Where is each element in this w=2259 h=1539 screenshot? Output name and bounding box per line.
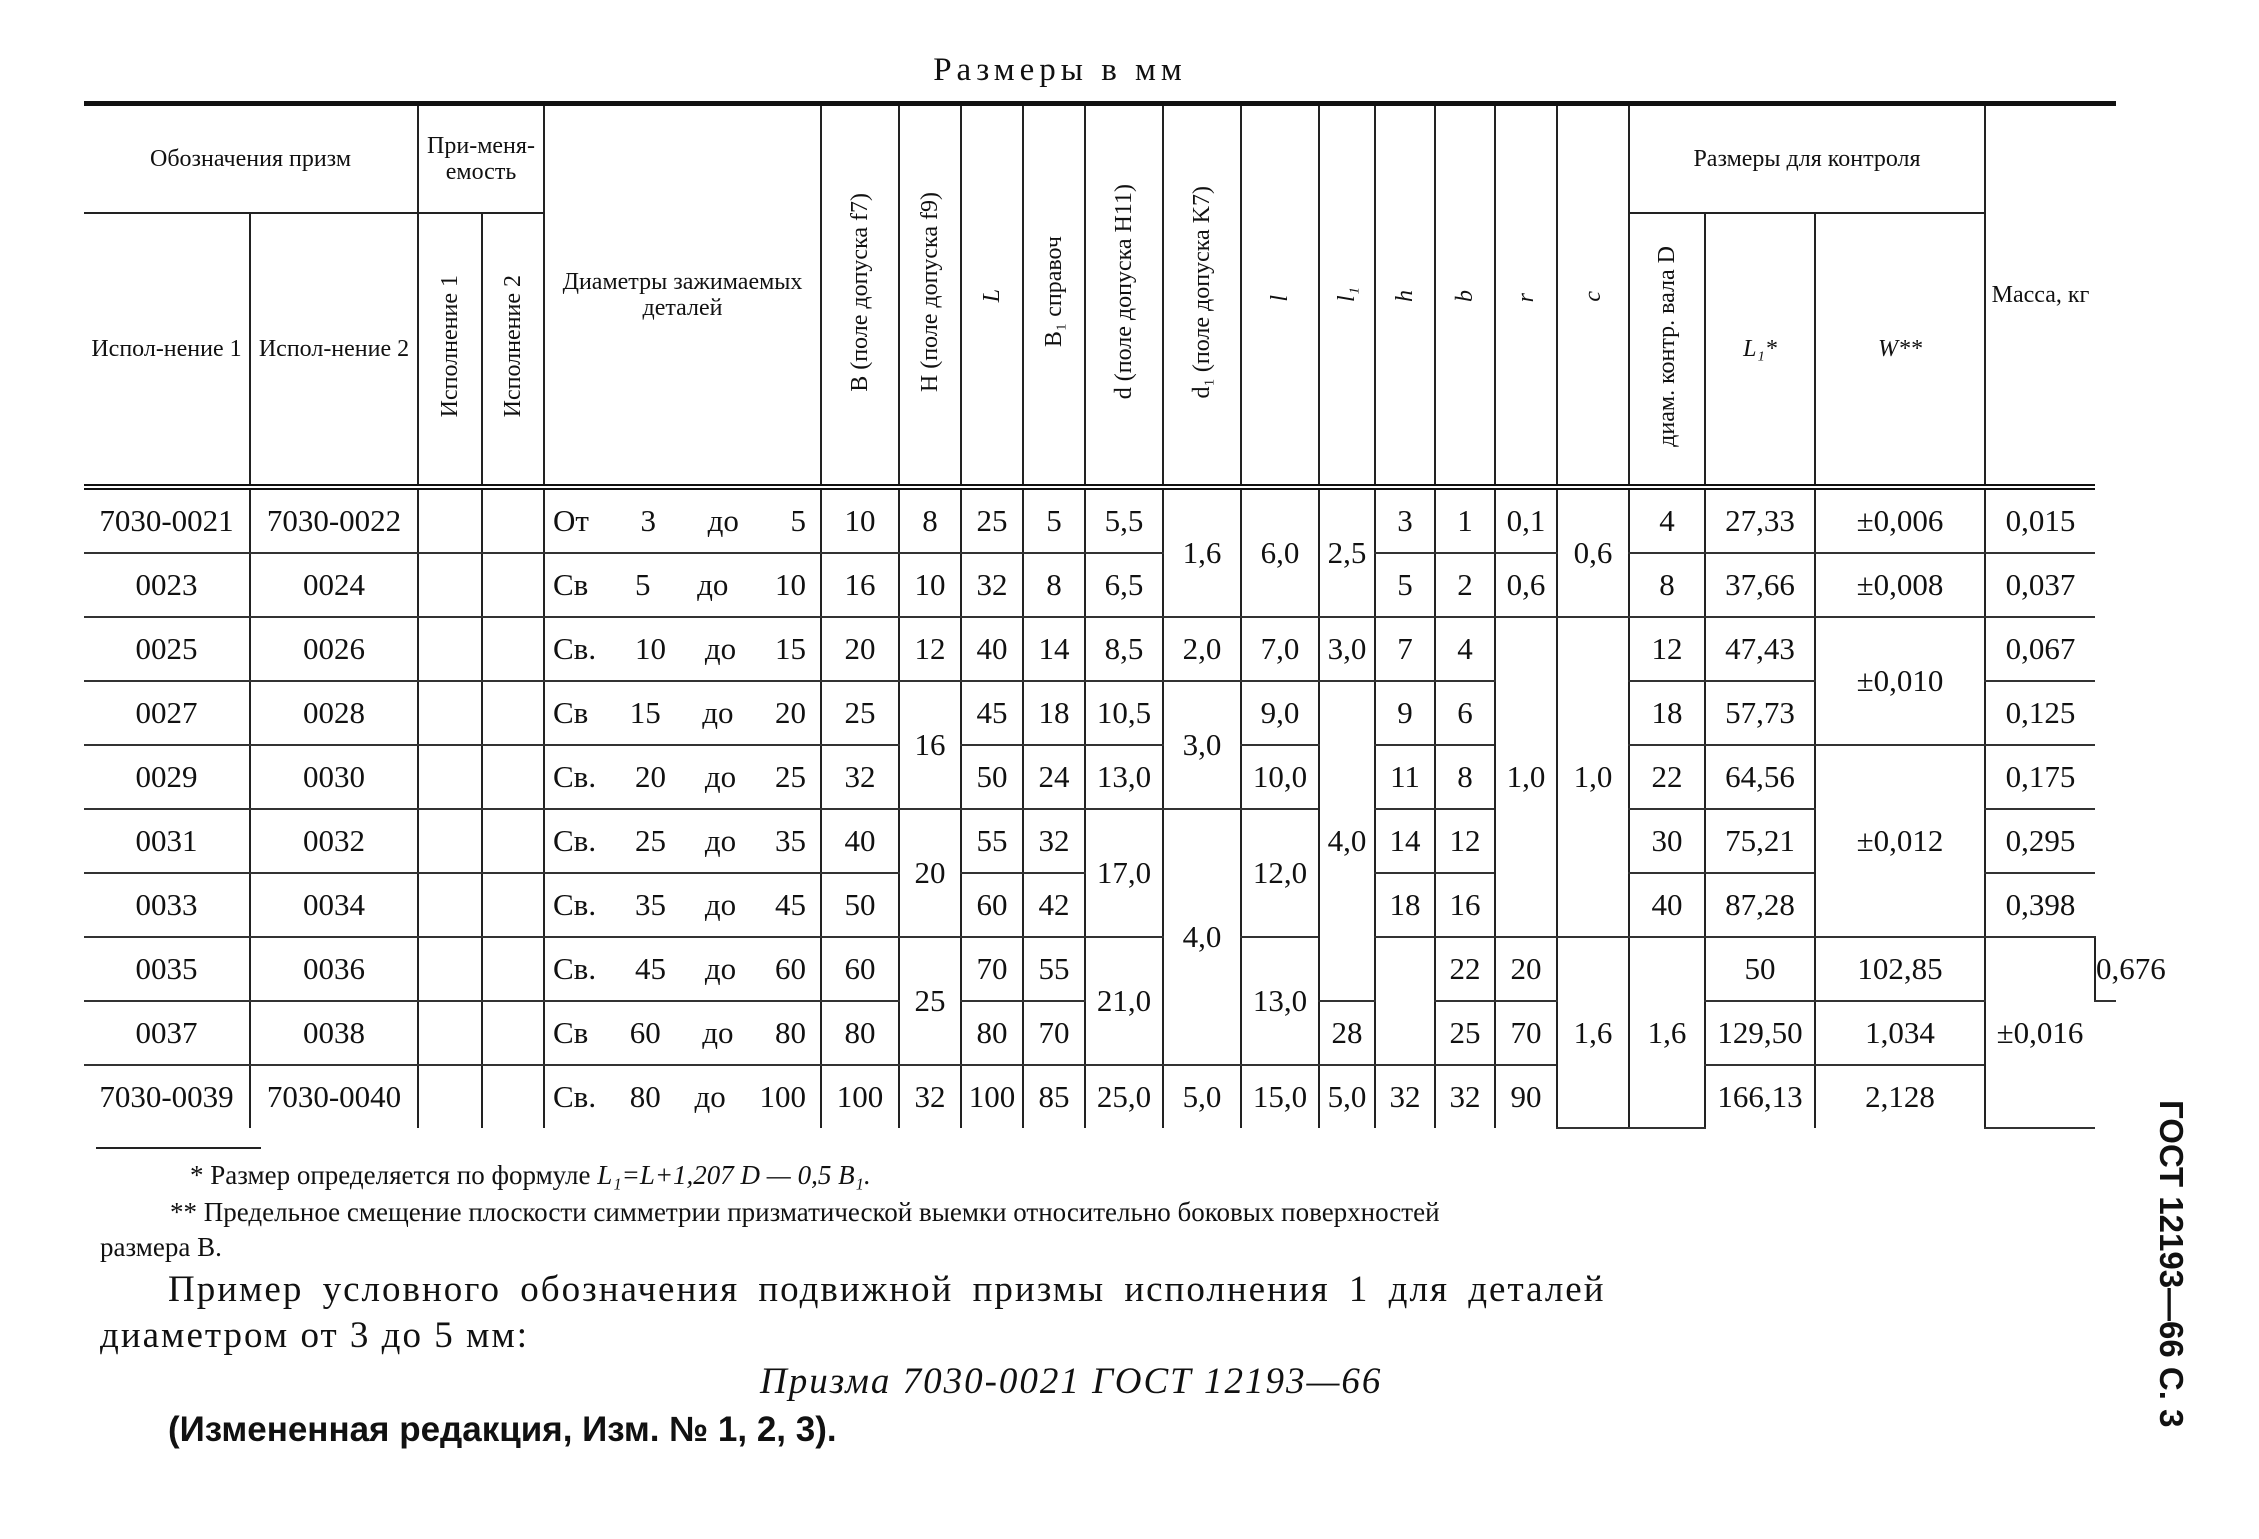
- cell-L: 45: [961, 681, 1023, 745]
- cell-L1: 47,43: [1705, 617, 1815, 681]
- cell-c: 1,0: [1557, 617, 1629, 937]
- cell-exec2: 0034: [250, 873, 418, 937]
- cell-l: 13,0: [1241, 937, 1319, 1065]
- cell-h: 18: [1375, 873, 1435, 937]
- cell-B: 20: [821, 617, 899, 681]
- cell-app1: [418, 937, 482, 1001]
- cell-h: 32: [1375, 1065, 1435, 1128]
- cell-L1: 57,73: [1705, 681, 1815, 745]
- cell-B: 40: [821, 809, 899, 873]
- cell-app2: [482, 617, 544, 681]
- cell-B: 80: [821, 1001, 899, 1065]
- cell-l: 9,0: [1241, 681, 1319, 745]
- cell-diameter-range: Св. 25 до 35: [544, 809, 821, 873]
- cell-h: 9: [1375, 681, 1435, 745]
- table-row: [84, 487, 2116, 553]
- cell-d: 6,5: [1085, 553, 1163, 617]
- cell-W: ±0,006: [1815, 487, 1985, 553]
- cell-diameter-range: От 3 до 5: [544, 487, 821, 553]
- cell-D: 40: [1629, 873, 1705, 937]
- cell-W: ±0,008: [1815, 553, 1985, 617]
- cell-B1: 24: [1023, 745, 1085, 809]
- cell-mass: 0,015: [1985, 487, 2095, 553]
- cell-d1: 4,0: [1163, 809, 1241, 1065]
- header-l: l: [1241, 106, 1319, 487]
- cell-l: 6,0: [1241, 487, 1319, 617]
- cell-exec2: 0036: [250, 937, 418, 1001]
- cell-L: 25: [961, 487, 1023, 553]
- table-row: [84, 745, 2116, 809]
- header-diameters: Диаметры зажимаемых деталей: [544, 106, 821, 487]
- cell-H: 16: [899, 681, 961, 809]
- cell-app2: [482, 553, 544, 617]
- cell-d: 10,5: [1085, 681, 1163, 745]
- prism-dimensions-table: [84, 106, 2166, 1129]
- cell-b: 1: [1435, 487, 1495, 553]
- cell-d: 25,0: [1085, 1065, 1163, 1128]
- cell-B1: 14: [1023, 617, 1085, 681]
- cell-L: 80: [961, 1001, 1023, 1065]
- cell-h: 28: [1319, 1001, 1375, 1065]
- cell-app2: [482, 809, 544, 873]
- header-exec2: Испол-нение 2: [250, 213, 418, 487]
- cell-l1-empty: [1375, 937, 1435, 1065]
- example-designation: Призма 7030-0021 ГОСТ 12193—66: [760, 1361, 1383, 1402]
- cell-diameter-range: Св 5 до 10: [544, 553, 821, 617]
- cell-D: 12: [1629, 617, 1705, 681]
- footnote-2-cont: размера B.: [100, 1232, 222, 1262]
- cell-app2: [482, 681, 544, 745]
- cell-D: 22: [1629, 745, 1705, 809]
- cell-h: 7: [1375, 617, 1435, 681]
- cell-exec1: 0029: [84, 745, 250, 809]
- header-applicability: При-меня-емость: [418, 106, 544, 213]
- cell-diameter-range: Св 15 до 20: [544, 681, 821, 745]
- cell-diameter-range: Св. 35 до 45: [544, 873, 821, 937]
- cell-L: 32: [961, 553, 1023, 617]
- cell-b: 6: [1435, 681, 1495, 745]
- cell-exec1: 7030-0039: [99, 1079, 234, 1114]
- cell-exec1: 0033: [84, 873, 250, 937]
- cell-b: 4: [1435, 617, 1495, 681]
- cell-d: 5,5: [1085, 487, 1163, 553]
- cell-B: 25: [821, 681, 899, 745]
- table-row: [84, 617, 2116, 681]
- cell-l1: 3,0: [1319, 617, 1375, 681]
- header-h: h: [1375, 106, 1435, 487]
- cell-r: 0,6: [1495, 553, 1557, 617]
- cell-exec2: 7030-0022: [250, 487, 418, 553]
- cell-L: 50: [961, 745, 1023, 809]
- cell-l: 15,0: [1241, 1065, 1319, 1128]
- cell-mass: 0,398: [1985, 873, 2095, 937]
- cell-d1: 1,6: [1163, 487, 1241, 617]
- cell-exec2: 7030-0040: [250, 1065, 418, 1128]
- cell-l: 10,0: [1241, 745, 1319, 809]
- cell-b: 20: [1495, 937, 1557, 1001]
- header-D: диам. контр. вала D: [1629, 213, 1705, 487]
- cell-r: 0,1: [1495, 487, 1557, 553]
- cell-exec2: 0026: [250, 617, 418, 681]
- cell-r: 1,0: [1495, 617, 1557, 937]
- cell-H: 20: [899, 809, 961, 937]
- cell-app2: [482, 1065, 544, 1128]
- amendment-note: (Измененная редакция, Изм. № 1, 2, 3).: [168, 1410, 837, 1449]
- header-r: r: [1495, 106, 1557, 487]
- example-line-2: диаметром от 3 до 5 мм:: [100, 1315, 530, 1356]
- cell-L1: 64,56: [1705, 745, 1815, 809]
- table-row: [84, 1065, 2116, 1128]
- cell-D: 8: [1629, 553, 1705, 617]
- cell-L1: 102,85: [1815, 937, 1985, 1001]
- cell-exec2: 0032: [250, 809, 418, 873]
- cell-mass: 0,295: [1985, 809, 2095, 873]
- units-caption: Размеры в мм: [933, 52, 1187, 88]
- cell-l: 7,0: [1241, 617, 1319, 681]
- cell-b: 12: [1435, 809, 1495, 873]
- cell-B: 16: [821, 553, 899, 617]
- cell-diameter-range: Св. 80 до 100: [544, 1065, 821, 1128]
- header-control: Размеры для контроля: [1629, 106, 1985, 213]
- cell-B1: 8: [1023, 553, 1085, 617]
- cell-L1: 37,66: [1705, 553, 1815, 617]
- cell-mass: 0,125: [1985, 681, 2095, 745]
- cell-exec2: 0024: [250, 553, 418, 617]
- cell-exec1: 0025: [84, 617, 250, 681]
- cell-D: 70: [1495, 1001, 1557, 1065]
- cell-B1: 70: [1023, 1001, 1085, 1065]
- header-c: c: [1557, 106, 1629, 487]
- cell-L1: 129,50: [1705, 1001, 1815, 1065]
- cell-app1: [418, 681, 482, 745]
- cell-exec2: 0028: [250, 681, 418, 745]
- cell-L1: 27,33: [1705, 487, 1815, 553]
- cell-app1: [418, 487, 482, 553]
- header-exec1: Испол-нение 1: [84, 213, 250, 487]
- header-app2: Исполнение 2: [482, 213, 544, 487]
- cell-H: 32: [899, 1065, 961, 1128]
- cell-d: 21,0: [1085, 937, 1163, 1065]
- cell-B1: 5: [1023, 487, 1085, 553]
- cell-mass: 0,676: [2095, 937, 2116, 1001]
- cell-app2: [482, 937, 544, 1001]
- cell-b: 16: [1435, 873, 1495, 937]
- cell-B1: 42: [1023, 873, 1085, 937]
- cell-d1: 2,0: [1163, 617, 1241, 681]
- header-L: L: [961, 106, 1023, 487]
- cell-h: 11: [1375, 745, 1435, 809]
- footnote-1: * Размер определяется по формуле L₁=L+1,207 D — 0,5 B₁.: [190, 1160, 871, 1190]
- cell-L: 100: [961, 1065, 1023, 1128]
- cell-exec1: 0037: [84, 1001, 250, 1065]
- cell-B1: 18: [1023, 681, 1085, 745]
- cell-c: 0,6: [1557, 487, 1629, 617]
- cell-exec1: 0031: [84, 809, 250, 873]
- cell-h: 5: [1375, 553, 1435, 617]
- cell-app1: [418, 1001, 482, 1065]
- cell-W: ±0,016: [1985, 937, 2095, 1128]
- cell-app2: [482, 487, 544, 553]
- cell-b: 2: [1435, 553, 1495, 617]
- cell-B: 100: [821, 1065, 899, 1128]
- cell-app1: [418, 553, 482, 617]
- cell-diameter-range: Св. 20 до 25: [544, 745, 821, 809]
- table-row: [84, 553, 2116, 617]
- cell-B: 10: [821, 487, 899, 553]
- cell-B: 60: [821, 937, 899, 1001]
- cell-r: 1,6: [1557, 937, 1629, 1128]
- cell-L1: 75,21: [1705, 809, 1815, 873]
- cell-B: 32: [821, 745, 899, 809]
- cell-app1: [418, 1065, 482, 1128]
- cell-h: 22: [1435, 937, 1495, 1001]
- cell-D: 90: [1495, 1065, 1557, 1128]
- table-row: [84, 937, 2116, 1001]
- cell-d: 17,0: [1085, 809, 1163, 937]
- cell-mass: 0,175: [1985, 745, 2095, 809]
- cell-app2: [482, 873, 544, 937]
- table-row: [84, 809, 2116, 873]
- cell-mass: 0,067: [1985, 617, 2095, 681]
- cell-D: 50: [1705, 937, 1815, 1001]
- cell-b: 32: [1435, 1065, 1495, 1128]
- cell-B1: 85: [1023, 1065, 1085, 1128]
- cell-L1: 87,28: [1705, 873, 1815, 937]
- cell-B1: 32: [1023, 809, 1085, 873]
- header-l1: l₁: [1319, 106, 1375, 487]
- header-mass: Масса, кг: [1985, 106, 2095, 487]
- cell-app1: [418, 745, 482, 809]
- page-header-vertical: ГОСТ 12193—66 С. 3: [2153, 1100, 2190, 1428]
- cell-l1: 4,0: [1319, 681, 1375, 1001]
- example-line-1: Пример условного обозначения подвижной призмы исполнения 1 для деталей: [168, 1269, 1606, 1310]
- cell-d: 8,5: [1085, 617, 1163, 681]
- cell-B: 50: [821, 873, 899, 937]
- cell-app1: [418, 809, 482, 873]
- cell-mass: 2,128: [1815, 1065, 1985, 1128]
- cell-L: 55: [961, 809, 1023, 873]
- cell-W: ±0,012: [1815, 745, 1985, 937]
- cell-exec1: 0027: [84, 681, 250, 745]
- cell-l1: 2,5: [1319, 487, 1375, 617]
- cell-exec2: 0038: [250, 1001, 418, 1065]
- cell-c: 1,6: [1629, 937, 1705, 1128]
- cell-l: 12,0: [1241, 809, 1319, 937]
- cell-mass: 0,037: [1985, 553, 2095, 617]
- cell-exec1: 7030-0021: [84, 487, 250, 553]
- cell-L: 60: [961, 873, 1023, 937]
- cell-h: 14: [1375, 809, 1435, 873]
- footnote-rule: [96, 1147, 261, 1149]
- cell-W: ±0,010: [1815, 617, 1985, 745]
- cell-H: 10: [899, 553, 961, 617]
- header-H: H (поле допуска f9): [899, 106, 961, 487]
- cell-b: 25: [1435, 1001, 1495, 1065]
- cell-D: 4: [1629, 487, 1705, 553]
- cell-d1: 3,0: [1163, 681, 1241, 809]
- cell-exec1: 0023: [84, 553, 250, 617]
- cell-mass: 1,034: [1815, 1001, 1985, 1065]
- header-designations: Обозначения призм: [84, 106, 418, 213]
- footnote-2: ** Предельное смещение плоскости симметрии призматической выемки относительно боковых поверхностей: [170, 1197, 1440, 1227]
- cell-app2: [482, 745, 544, 809]
- cell-L: 40: [961, 617, 1023, 681]
- cell-D: 18: [1629, 681, 1705, 745]
- cell-b: 8: [1435, 745, 1495, 809]
- cell-diameter-range: Св 60 до 80: [544, 1001, 821, 1065]
- cell-diameter-range: Св. 45 до 60: [544, 937, 821, 1001]
- cell-l1: 5,0: [1319, 1065, 1375, 1128]
- cell-H: 12: [899, 617, 961, 681]
- header-app1: Исполнение 1: [418, 213, 482, 487]
- cell-app1: [418, 617, 482, 681]
- cell-app1: [418, 873, 482, 937]
- header-d: d (поле допуска H11): [1085, 106, 1163, 487]
- cell-L: 70: [961, 937, 1023, 1001]
- cell-d1: 5,0: [1163, 1065, 1241, 1128]
- cell-B1: 55: [1023, 937, 1085, 1001]
- header-B: B (поле допуска f7): [821, 106, 899, 487]
- header-B1: B₁ справоч: [1023, 106, 1085, 487]
- header-W: W**: [1815, 213, 1985, 487]
- header-d1: d₁ (поле допуска K7): [1163, 106, 1241, 487]
- header-b: b: [1435, 106, 1495, 487]
- cell-app2: [482, 1001, 544, 1065]
- cell-h: 3: [1375, 487, 1435, 553]
- cell-L1: 166,13: [1705, 1065, 1815, 1128]
- cell-H: 25: [899, 937, 961, 1065]
- cell-D: 30: [1629, 809, 1705, 873]
- header-L1: L₁*: [1705, 213, 1815, 487]
- cell-diameter-range: Св. 10 до 15: [544, 617, 821, 681]
- table-row: [84, 681, 2116, 745]
- cell-exec1: 0035: [84, 937, 250, 1001]
- cell-H: 8: [899, 487, 961, 553]
- cell-exec2: 0030: [250, 745, 418, 809]
- cell-d: 13,0: [1085, 745, 1163, 809]
